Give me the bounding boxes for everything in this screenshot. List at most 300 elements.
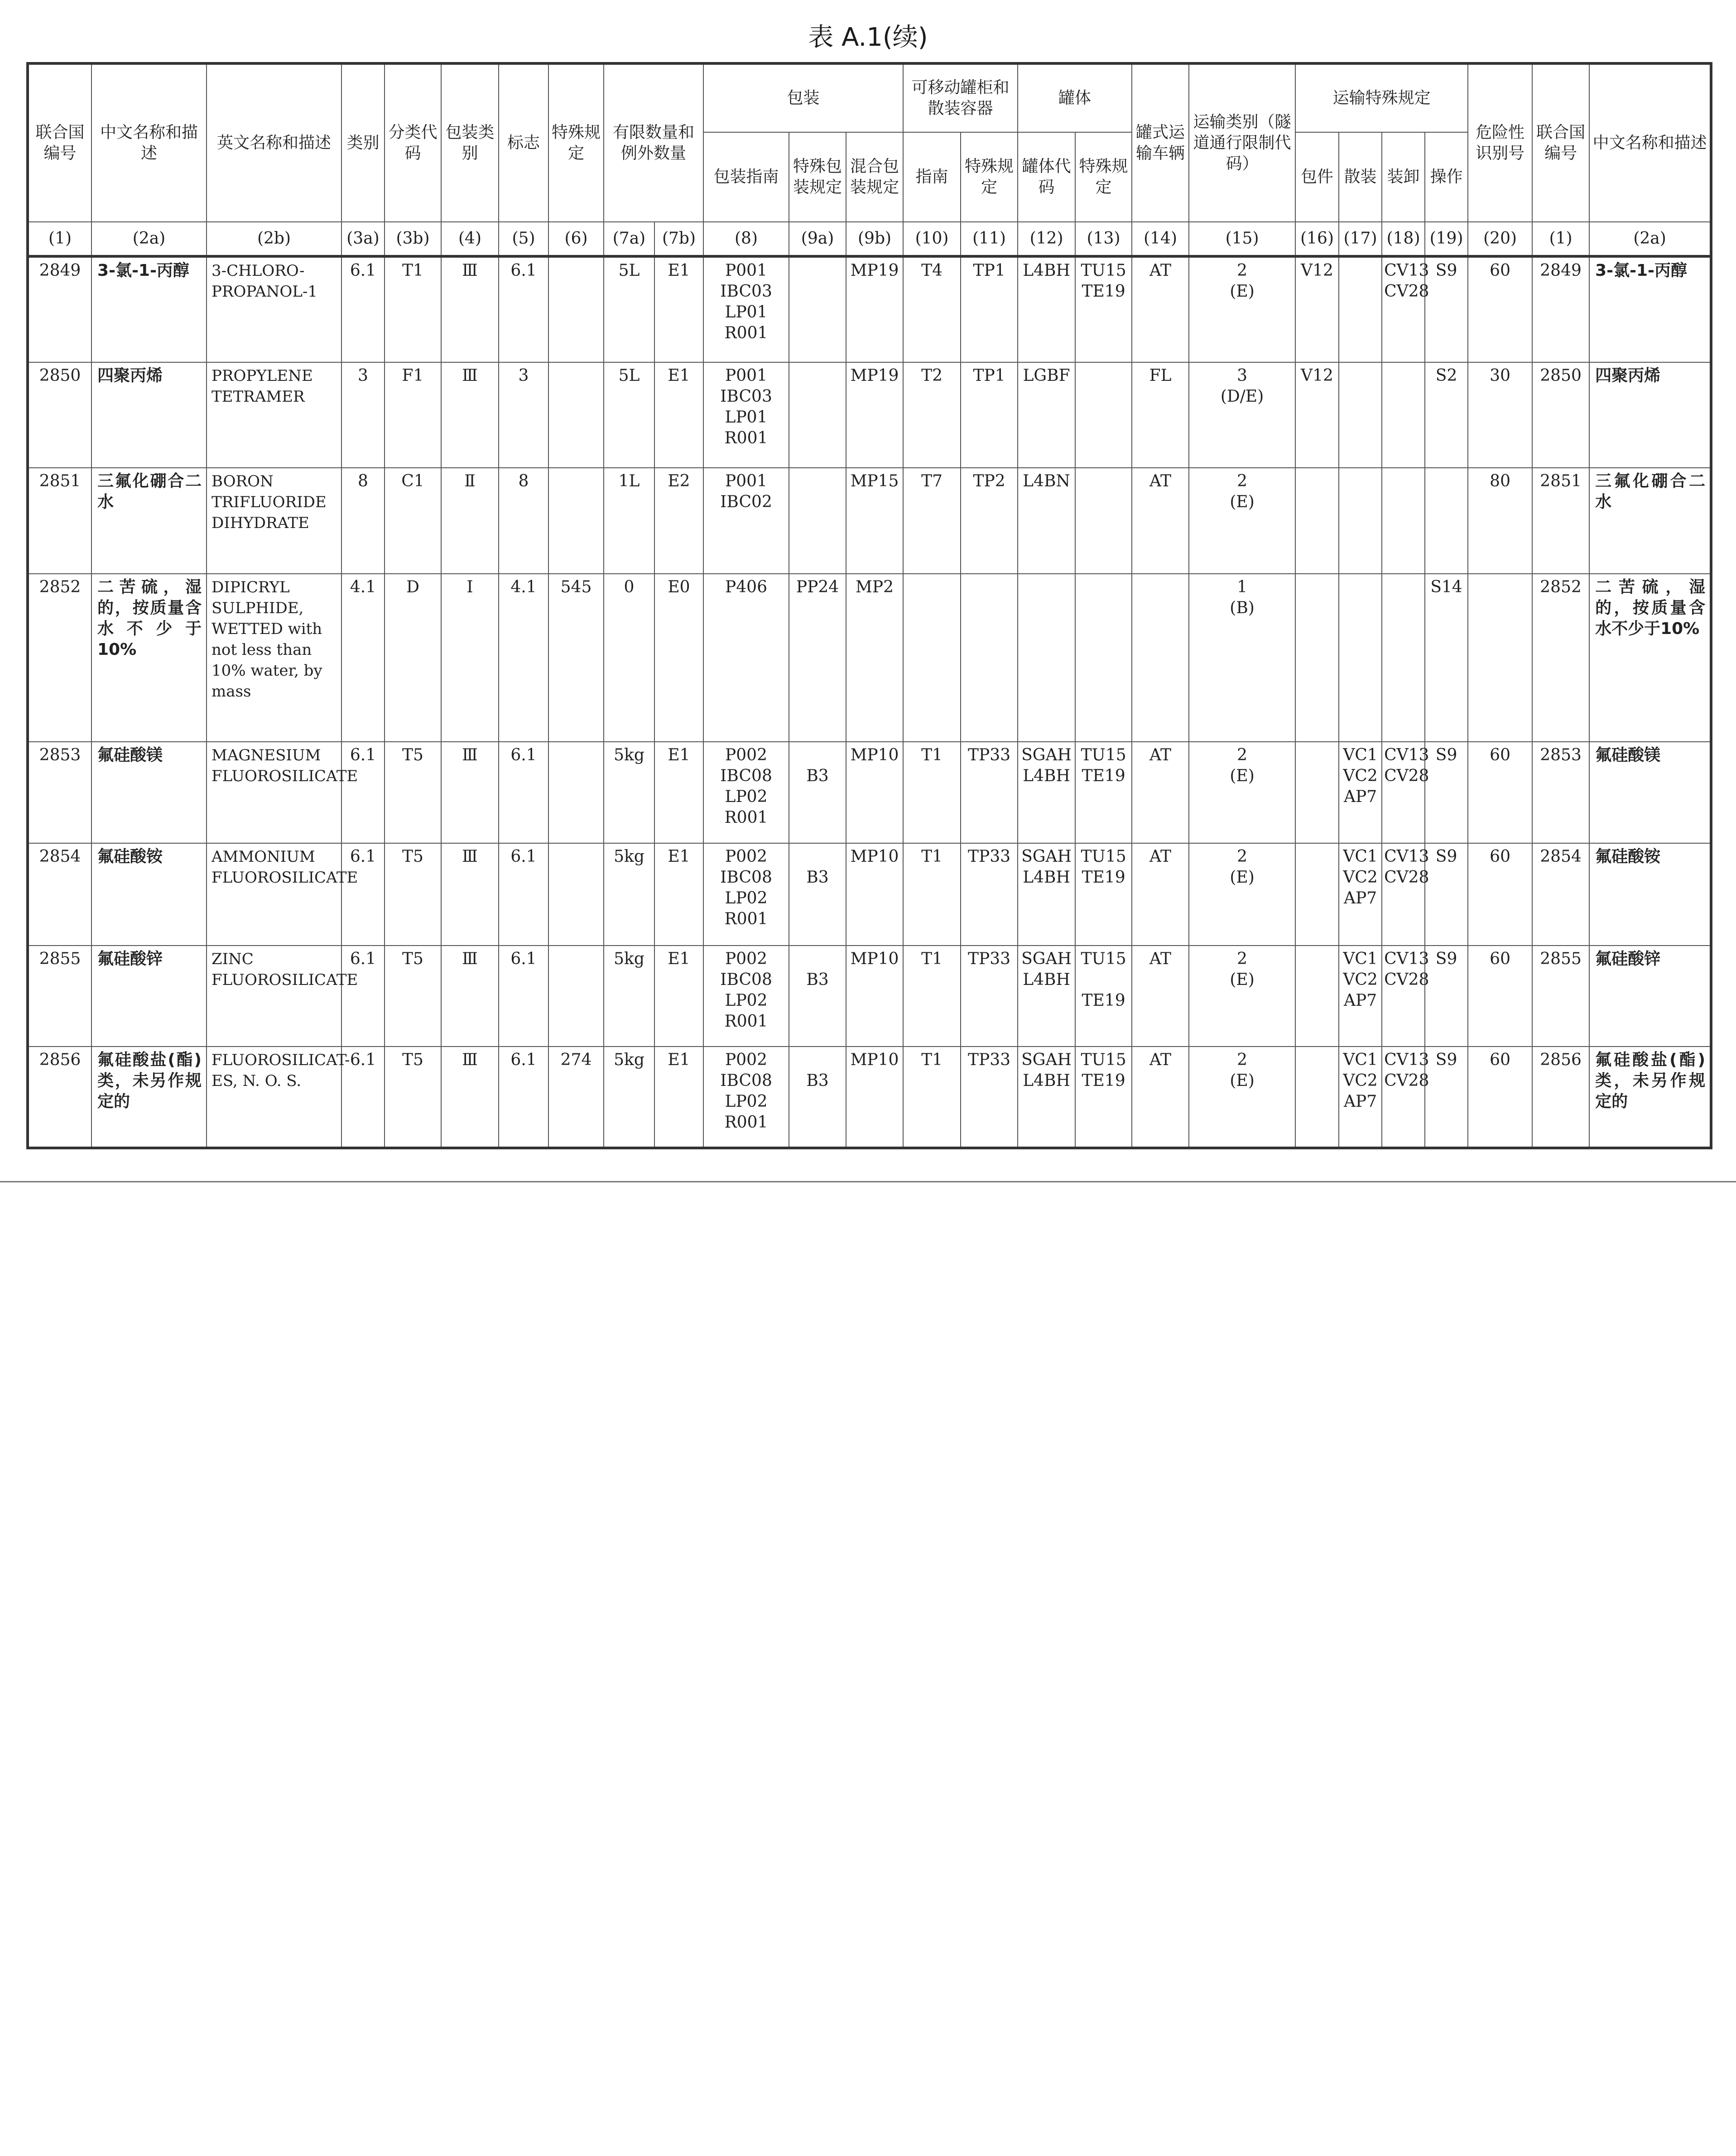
cell-line: 10% water, by <box>212 662 322 680</box>
cell-line: LP01 <box>725 408 768 427</box>
cell-c7a: 1L <box>604 468 654 574</box>
cell-c15 <box>1189 946 1295 1047</box>
cell-line: IBC08 <box>720 970 772 989</box>
cell-c19: S9 <box>1425 843 1468 946</box>
cell-line: CV28 <box>1384 1071 1429 1090</box>
table-row <box>28 742 1711 843</box>
cell-c5: 8 <box>499 468 548 574</box>
cell-line: 2 <box>1237 746 1248 765</box>
cell-c15 <box>1189 574 1295 742</box>
cell-line: MAGNESIUM <box>212 746 321 765</box>
col-number: (12) <box>1018 222 1075 256</box>
cell-c3b: T1 <box>385 256 441 362</box>
cell-c7a: 5L <box>604 362 654 468</box>
header-loading: 装卸 <box>1382 132 1425 222</box>
cell-c12 <box>1018 742 1075 843</box>
cell-line: DIPICRYL <box>212 578 290 597</box>
col-number: (2a) <box>91 222 207 256</box>
cell-line: VC1 <box>1343 1051 1378 1070</box>
cell-line: CV13 <box>1384 847 1429 866</box>
cell-c4: Ⅲ <box>441 946 499 1047</box>
cell-c3a: 6.1 <box>341 256 385 362</box>
cell-c6 <box>548 843 604 946</box>
cell-c5: 6.1 <box>499 1047 548 1148</box>
cell-c3b: D <box>385 574 441 742</box>
cell-line <box>1020 577 1073 598</box>
cell-c13 <box>1075 468 1132 574</box>
header-packing-instructions: 包装指南 <box>703 132 789 222</box>
cell-c12 <box>1018 843 1075 946</box>
cell-un-r: 2850 <box>1532 362 1589 468</box>
cell-c17 <box>1339 362 1382 468</box>
cell-line: R001 <box>724 808 768 827</box>
cell-c9a <box>789 574 846 742</box>
cell-c9b: MP10 <box>846 843 903 946</box>
cell-line: L4BH <box>1023 261 1070 280</box>
cell-c7a: 5L <box>604 256 654 362</box>
cell-c15 <box>1189 1047 1295 1148</box>
cell-c9b: MP19 <box>846 256 903 362</box>
cell-c19: S9 <box>1425 256 1468 362</box>
header-label: 标志 <box>499 63 548 222</box>
table-body <box>28 256 1711 1148</box>
cell-c18 <box>1382 468 1425 574</box>
cell-c5: 3 <box>499 362 548 468</box>
cell-un: 2852 <box>28 574 91 742</box>
cell-line <box>1077 365 1130 386</box>
cell-c18 <box>1382 1047 1429 1148</box>
cell-line: CV13 <box>1384 746 1429 765</box>
cell-c8 <box>703 574 789 742</box>
cell-line: TE19 <box>1082 1071 1125 1090</box>
cell-c6 <box>548 742 604 843</box>
cell-line <box>791 260 844 281</box>
cell-c11: TP1 <box>961 256 1018 362</box>
cell-c6: 545 <box>548 574 604 742</box>
cell-line: 3-CHLORO- <box>212 262 305 280</box>
cell-line: R001 <box>724 909 768 928</box>
cell-c7b: E1 <box>654 946 703 1047</box>
cell-c5: 6.1 <box>499 256 548 362</box>
col-number: (7a) <box>604 222 654 256</box>
cell-line: PROPANOL-1 <box>212 283 317 301</box>
cell-line: 2 <box>1237 949 1248 968</box>
cell-line: SULPHIDE, <box>212 599 304 618</box>
cell-line: AP7 <box>1344 991 1377 1010</box>
cell-c13 <box>1075 574 1132 742</box>
column-number-row <box>28 222 1711 256</box>
col-number: (9a) <box>789 222 846 256</box>
header-special-11: 特殊规定 <box>961 132 1018 222</box>
cell-c6 <box>548 256 604 362</box>
cell-en <box>207 468 341 574</box>
col-number: (16) <box>1295 222 1339 256</box>
cell-c11: TP33 <box>961 843 1018 946</box>
table-row <box>28 1047 1711 1148</box>
cell-c11: TP33 <box>961 742 1018 843</box>
cell-c20: 60 <box>1468 256 1532 362</box>
cell-c20: 60 <box>1468 742 1532 843</box>
cell-line <box>791 1050 844 1071</box>
cell-line: BORON <box>212 472 274 491</box>
cell-line: VC1 <box>1343 949 1378 968</box>
cell-c5: 6.1 <box>499 843 548 946</box>
cell-c4: Ⅲ <box>441 256 499 362</box>
cell-c17 <box>1339 742 1382 843</box>
cell-c16 <box>1295 946 1339 1047</box>
cell-line: 2 <box>1237 472 1248 491</box>
cell-line: CV13 <box>1384 1051 1429 1070</box>
cell-un-r: 2856 <box>1532 1047 1589 1148</box>
cell-line: AMMONIUM <box>212 847 315 866</box>
cell-line: VC2 <box>1343 970 1378 989</box>
cell-c20: 60 <box>1468 946 1532 1047</box>
cell-zh: 三氟化硼合二水 <box>91 468 207 574</box>
cell-c13 <box>1075 946 1132 1047</box>
cell-line: IBC08 <box>720 767 772 786</box>
cell-line: AP7 <box>1344 888 1377 908</box>
cell-line: TE19 <box>1082 868 1125 887</box>
cell-line: TU15 <box>1081 261 1126 280</box>
cell-line: TE19 <box>1082 767 1125 786</box>
cell-c19: S14 <box>1425 574 1468 742</box>
cell-line: not less than <box>212 641 312 659</box>
cell-line: SGAH <box>1021 1051 1072 1070</box>
cell-c16 <box>1295 843 1339 946</box>
cell-c3b: T5 <box>385 742 441 843</box>
cell-en <box>207 1047 350 1148</box>
cell-c9a <box>789 468 846 574</box>
cell-c16 <box>1295 742 1339 843</box>
cell-c7b: E2 <box>654 468 703 574</box>
cell-c3a: 3 <box>341 362 385 468</box>
cell-line: R001 <box>724 1113 768 1132</box>
header-special-13: 特殊规定 <box>1075 132 1132 222</box>
cell-line: B3 <box>806 868 829 887</box>
cell-c8 <box>703 742 789 843</box>
cell-c9a <box>789 362 846 468</box>
cell-line: LGBF <box>1023 366 1070 385</box>
cell-c9b: MP2 <box>846 574 903 742</box>
cell-c11: TP33 <box>961 1047 1018 1148</box>
cell-zh-r: 氟硅酸铵 <box>1589 843 1711 946</box>
col-number: (8) <box>703 222 789 256</box>
cell-line: 3 <box>1237 366 1248 385</box>
cell-line: LP02 <box>725 888 768 908</box>
cell-c7a: 5kg <box>604 946 654 1047</box>
cell-c10: T7 <box>903 468 961 574</box>
header-name-zh-right: 中文名称和描述 <box>1589 63 1711 222</box>
cell-line: 2 <box>1237 1051 1248 1070</box>
header-portable-tanks: 可移动罐柜和散装容器 <box>903 63 1018 132</box>
cell-line: L4BH <box>1023 868 1070 887</box>
cell-zh-r: 氟硅酸镁 <box>1589 742 1711 843</box>
cell-c7b: E0 <box>654 574 703 742</box>
cell-zh-r: 氟硅酸盐(酯)类，未另作规定的 <box>1589 1047 1711 1148</box>
cell-line <box>1077 577 1130 598</box>
cell-line <box>1341 260 1380 281</box>
cell-c18 <box>1382 742 1429 843</box>
cell-c18 <box>1382 843 1429 946</box>
cell-c12 <box>1018 468 1075 574</box>
cell-c19: S9 <box>1425 946 1468 1047</box>
cell-line: AP7 <box>1344 787 1377 807</box>
cell-c9a <box>789 1047 846 1148</box>
cell-c20: 80 <box>1468 468 1532 574</box>
cell-c13 <box>1075 1047 1132 1148</box>
cell-line: B3 <box>806 767 829 786</box>
cell-en <box>207 946 358 1047</box>
cell-line: TE19 <box>1082 282 1125 301</box>
cell-c7b: E1 <box>654 1047 703 1148</box>
cell-c7b: E1 <box>654 362 703 468</box>
cell-line: TRIFLUORIDE <box>212 493 327 512</box>
cell-line: TU15 <box>1081 949 1126 968</box>
cell-line: P001 <box>725 261 767 280</box>
col-number: (15) <box>1189 222 1295 256</box>
col-number: (1) <box>1532 222 1589 256</box>
cell-line: L4BN <box>1023 472 1070 491</box>
cell-line: CV13 <box>1384 949 1429 968</box>
col-number: (19) <box>1425 222 1468 256</box>
col-number: (4) <box>441 222 499 256</box>
cell-c14: AT <box>1132 946 1189 1047</box>
cell-c6 <box>548 362 604 468</box>
cell-c3b: C1 <box>385 468 441 574</box>
col-number: (2a) <box>1589 222 1711 256</box>
header-operation: 操作 <box>1425 132 1468 222</box>
cell-line: (B) <box>1230 599 1255 618</box>
cell-c3a: 4.1 <box>341 574 385 742</box>
cell-un: 2853 <box>28 742 91 843</box>
col-number: (2b) <box>207 222 341 256</box>
cell-c4: Ⅱ <box>441 468 499 574</box>
cell-line <box>1341 577 1380 598</box>
cell-line <box>1077 970 1130 990</box>
cell-line <box>791 365 844 386</box>
cell-c8 <box>703 256 789 362</box>
cell-line: ES, N. O. S. <box>212 1072 302 1090</box>
cell-line <box>1384 577 1423 598</box>
cell-c18 <box>1382 362 1425 468</box>
cell-line: B3 <box>806 1071 829 1090</box>
col-number: (6) <box>548 222 604 256</box>
cell-c12 <box>1018 574 1075 742</box>
cell-c7b: E1 <box>654 843 703 946</box>
cell-c7a: 5kg <box>604 843 654 946</box>
cell-un-r: 2855 <box>1532 946 1589 1047</box>
cell-c20: 30 <box>1468 362 1532 468</box>
cell-en <box>207 362 341 468</box>
cell-line: (D/E) <box>1220 387 1264 406</box>
cell-c11: TP2 <box>961 468 1018 574</box>
cell-c14 <box>1132 574 1189 742</box>
cell-c4: I <box>441 574 499 742</box>
cell-c3a: 6.1 <box>341 1047 385 1148</box>
cell-line: P002 <box>725 746 767 765</box>
cell-en <box>207 742 358 843</box>
cell-line <box>791 846 844 867</box>
cell-c11: TP33 <box>961 946 1018 1047</box>
cell-c9b: MP10 <box>846 1047 903 1148</box>
cell-c10: T1 <box>903 1047 961 1148</box>
cell-c20: 60 <box>1468 1047 1532 1148</box>
cell-line: P002 <box>725 949 767 968</box>
cell-c3a: 6.1 <box>341 742 385 843</box>
cell-line: P406 <box>725 578 767 597</box>
cell-c11: TP1 <box>961 362 1018 468</box>
cell-zh: 二苦硫，湿的，按质量含水不少于10% <box>91 574 207 742</box>
cell-c17 <box>1339 468 1382 574</box>
cell-en <box>207 256 341 362</box>
cell-zh-r: 3-氯-1-丙醇 <box>1589 256 1711 362</box>
cell-zh-r: 四聚丙烯 <box>1589 362 1711 468</box>
cell-c16: V12 <box>1295 362 1339 468</box>
cell-c9b: MP19 <box>846 362 903 468</box>
cell-line: LP01 <box>725 303 768 322</box>
cell-c4: Ⅲ <box>441 843 499 946</box>
cell-c15 <box>1189 742 1295 843</box>
cell-line: VC2 <box>1343 1071 1378 1090</box>
table-row <box>28 256 1711 362</box>
cell-line <box>1341 365 1380 386</box>
cell-c10 <box>903 574 961 742</box>
cell-line <box>791 949 844 970</box>
header-packages: 包件 <box>1295 132 1339 222</box>
cell-line: CV28 <box>1384 767 1429 786</box>
header-transport-category: 运输类别（隧道通行限制代码） <box>1189 63 1295 222</box>
cell-un: 2851 <box>28 468 91 574</box>
header-guide: 指南 <box>903 132 961 222</box>
cell-line: 2 <box>1237 847 1248 866</box>
cell-c14: AT <box>1132 843 1189 946</box>
cell-line: PROPYLENE <box>212 366 313 385</box>
cell-line: IBC08 <box>720 868 772 887</box>
table-row <box>28 362 1711 468</box>
header-tank: 罐体 <box>1018 63 1132 132</box>
cell-c6: 274 <box>548 1047 604 1148</box>
cell-line: DIHYDRATE <box>212 514 309 533</box>
col-number: (11) <box>961 222 1018 256</box>
cell-line: (E) <box>1230 970 1255 989</box>
cell-line: (E) <box>1230 282 1255 301</box>
header-hazard-id: 危险性识别号 <box>1468 63 1532 222</box>
cell-line: FLUOROSILICATE <box>212 868 358 887</box>
cell-line: 1 <box>1237 578 1248 597</box>
table-row <box>28 574 1711 742</box>
cell-c14: AT <box>1132 1047 1189 1148</box>
cell-zh: 四聚丙烯 <box>91 362 207 468</box>
cell-line <box>791 471 844 492</box>
cell-c9a <box>789 946 846 1047</box>
cell-line: ZINC <box>212 950 254 968</box>
cell-line: P001 <box>725 472 767 491</box>
cell-line: CV28 <box>1384 868 1429 887</box>
cell-un: 2849 <box>28 256 91 362</box>
cell-line: VC2 <box>1343 868 1378 887</box>
header-class-code: 分类代码 <box>385 63 441 222</box>
cell-c18 <box>1382 946 1429 1047</box>
page-title: 表 A.1(续) <box>808 23 928 52</box>
cell-line: TE19 <box>1082 991 1125 1010</box>
cell-line <box>1384 471 1423 492</box>
col-number: (1) <box>28 222 91 256</box>
cell-c15 <box>1189 256 1295 362</box>
cell-c7a: 0 <box>604 574 654 742</box>
cell-un-r: 2849 <box>1532 256 1589 362</box>
table-row <box>28 946 1711 1047</box>
cell-line: VC2 <box>1343 767 1378 786</box>
cell-zh: 3-氯-1-丙醇 <box>91 256 207 362</box>
cell-un: 2850 <box>28 362 91 468</box>
cell-c15 <box>1189 362 1295 468</box>
cell-c12 <box>1018 362 1075 468</box>
cell-c3b: T5 <box>385 946 441 1047</box>
cell-line: VC1 <box>1343 746 1378 765</box>
cell-line: L4BH <box>1023 970 1070 989</box>
page-divider <box>0 1181 1736 1182</box>
cell-line <box>1341 471 1380 492</box>
header-un-no: 联合国编号 <box>28 63 91 222</box>
col-number: (5) <box>499 222 548 256</box>
cell-line <box>1384 365 1423 386</box>
cell-c16 <box>1295 574 1339 742</box>
cell-zh: 氟硅酸锌 <box>91 946 207 1047</box>
cell-c3a: 6.1 <box>341 946 385 1047</box>
cell-line <box>1077 471 1130 492</box>
cell-c16 <box>1295 1047 1339 1148</box>
table-row <box>28 843 1711 946</box>
cell-line: (E) <box>1230 767 1255 786</box>
cell-c9b: MP10 <box>846 946 903 1047</box>
header-limited-quantities: 有限数量和例外数量 <box>604 63 703 222</box>
cell-line: IBC02 <box>720 493 772 512</box>
cell-c5: 4.1 <box>499 574 548 742</box>
cell-c16: V12 <box>1295 256 1339 362</box>
cell-line: (E) <box>1230 493 1255 512</box>
col-number: (13) <box>1075 222 1132 256</box>
cell-c12 <box>1018 1047 1075 1148</box>
cell-line: FLUOROSILICAT- <box>212 1051 350 1070</box>
col-number: (3b) <box>385 222 441 256</box>
col-number: (10) <box>903 222 961 256</box>
header-mixed-packing: 混合包装规定 <box>846 132 903 222</box>
cell-line: mass <box>212 682 251 701</box>
cell-line: CV13 <box>1384 261 1429 280</box>
cell-c4: Ⅲ <box>441 1047 499 1148</box>
cell-line <box>791 745 844 766</box>
cell-en <box>207 843 358 946</box>
header-packing-group: 包装类别 <box>441 63 499 222</box>
cell-c19: S9 <box>1425 742 1468 843</box>
header-special-packing: 特殊包装规定 <box>789 132 846 222</box>
cell-line: IBC03 <box>720 387 772 406</box>
cell-zh-r: 氟硅酸锌 <box>1589 946 1711 1047</box>
cell-c7a: 5kg <box>604 1047 654 1148</box>
header-bulk: 散装 <box>1339 132 1382 222</box>
header-tank-code: 罐体代码 <box>1018 132 1075 222</box>
cell-c14: AT <box>1132 256 1189 362</box>
cell-c7a: 5kg <box>604 742 654 843</box>
header-class: 类别 <box>341 63 385 222</box>
cell-line: IBC03 <box>720 282 772 301</box>
cell-c3b: T5 <box>385 843 441 946</box>
cell-line: LP02 <box>725 787 768 807</box>
cell-line: P002 <box>725 1051 767 1070</box>
cell-line: 2 <box>1237 261 1248 280</box>
cell-en <box>207 574 341 742</box>
cell-c8 <box>703 843 789 946</box>
